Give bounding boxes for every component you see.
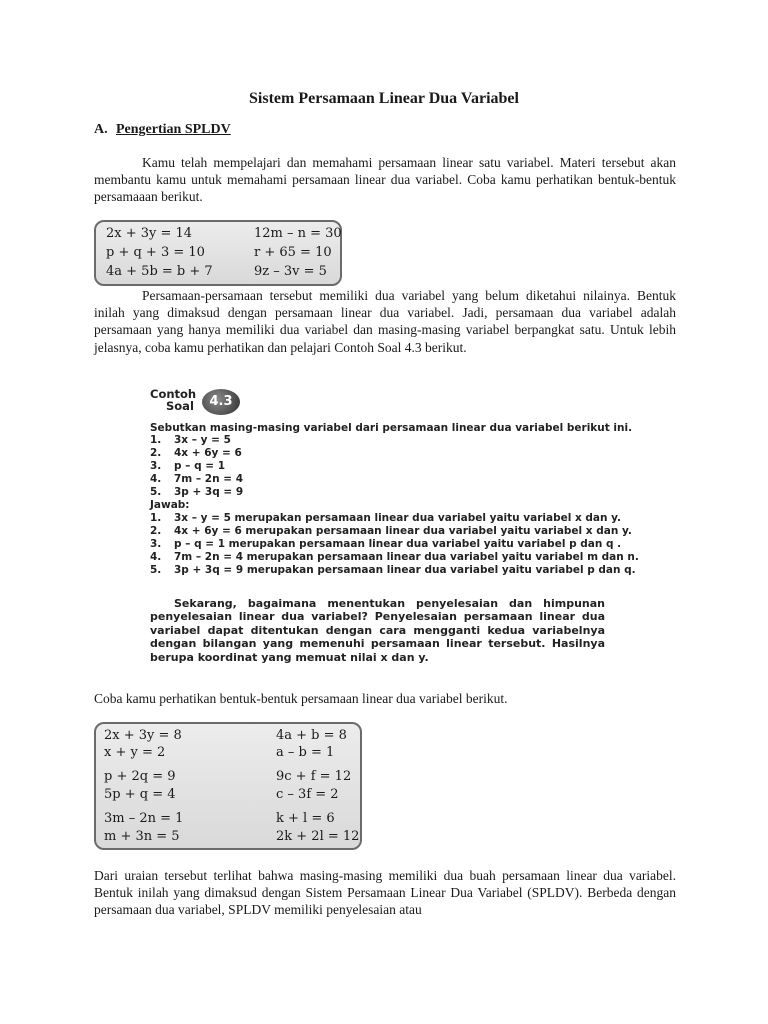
box1-right-2: r + 65 = 10 (254, 245, 332, 260)
page-title: Sistem Persamaan Linear Dua Variabel (249, 90, 519, 107)
item-number: 4. (150, 473, 162, 485)
answer-text: 3x – y = 5 merupakan persamaan linear dua variabel yaitu variabel x dan y. (174, 512, 621, 524)
example-item (150, 460, 225, 472)
section-number: A. (94, 122, 108, 137)
answer-item (150, 512, 621, 524)
example-number-badge: 4.3 (202, 389, 240, 415)
box2-left-4: 5p + q = 4 (104, 787, 176, 802)
answer-item (150, 525, 632, 537)
item-number: 3. (150, 460, 162, 472)
box1-left-3: 4a + 5b = b + 7 (106, 264, 213, 279)
answer-text: 7m – 2n = 4 merupakan persamaan linear dua variabel yaitu variabel m dan n. (174, 551, 639, 563)
answer-number: 5. (150, 564, 162, 576)
example-block (148, 382, 639, 672)
box2-left-3: p + 2q = 9 (104, 769, 176, 784)
box2-right-5: k + l = 6 (276, 811, 335, 826)
example-item (150, 447, 242, 459)
box1-left-2: p + q + 3 = 10 (106, 245, 205, 260)
box2-left-2: x + y = 2 (104, 745, 166, 760)
box2-right-6: 2k + 2l = 12 (276, 829, 360, 844)
section-heading (94, 122, 231, 138)
box2-right-3: 9c + f = 12 (276, 769, 352, 784)
answer-number: 3. (150, 538, 162, 550)
paragraph-lead-in: Coba kamu perhatikan bentuk-bentuk persamaan linear dua variabel berikut. (94, 691, 508, 706)
item-text: 3p + 3q = 9 (174, 486, 244, 498)
answer-number: 2. (150, 525, 162, 537)
section-label: Pengertian SPLDV (116, 122, 231, 137)
equation-box-2 (94, 722, 362, 850)
box2-left-5: 3m – 2n = 1 (104, 811, 184, 826)
answer-number: 4. (150, 551, 162, 563)
example-word-soal: Soal (166, 399, 194, 413)
box2-right-1: 4a + b = 8 (276, 728, 347, 743)
equation-box-1 (94, 220, 342, 286)
example-item (150, 434, 231, 446)
item-number: 2. (150, 447, 162, 459)
example-item (150, 486, 243, 498)
example-question: Sebutkan masing-masing variabel dari persamaan linear dua variabel berikut ini. (150, 422, 633, 434)
answer-item (150, 538, 621, 550)
paragraph-intro: Kamu telah mempelajari dan memahami persamaan linear satu variabel. Materi tersebut akan membantu kamu untuk memahami persamaan linear dua variabel. Coba kamu perhatikan bentuk-bentuk persamaaan berikut. (94, 155, 676, 205)
box2-right-4: c – 3f = 2 (276, 787, 339, 802)
item-text: 7m – 2n = 4 (174, 473, 244, 485)
paragraph-definition: Persamaan-persamaan tersebut memiliki dua variabel yang belum diketahui nilainya. Bentuk inilah yang dimaksud dengan persamaan linear dua variabel. Jadi, persamaan dua variabel adalah persamaan yang hanya memiliki dua variabel dan masing-masing variabel berpangkat satu. Untuk lebih jelasnya, coba kamu perhatikan dan pelajari Contoh Soal 4.3 berikut. (94, 288, 676, 355)
answer-text: 3p + 3q = 9 merupakan persamaan linear dua variabel yaitu variabel p dan q. (174, 564, 636, 576)
paragraph-spldv: Dari uraian tersebut terlihat bahwa masing-masing memiliki dua buah persamaan linear dua variabel. Bentuk inilah yang dimaksud dengan Sistem Persamaan Linear Dua Variabel (SPLDV). Berbeda dengan persamaan dua variabel, SPLDV memiliki penyelesaian atau (94, 868, 676, 918)
item-number: 5. (150, 486, 162, 498)
example-word-contoh: Contoh (150, 387, 197, 401)
answer-text: 4x + 6y = 6 merupakan persamaan linear dua variabel yaitu variabel x dan y. (174, 525, 632, 537)
answer-text: p – q = 1 merupakan persamaan linear dua variabel yaitu variabel p dan q . (174, 538, 622, 550)
box1-right-3: 9z – 3v = 5 (254, 264, 327, 279)
box1-left-1: 2x + 3y = 14 (106, 226, 193, 241)
answer-number: 1. (150, 512, 162, 524)
example-closing-paragraph: Sekarang, bagaimana menentukan penyelesaian dan himpunan penyelesaian linear dua variabel? Penyelesaian persamaan linear dua variabel dapat ditentukan dengan cara mengganti kedua variabelnya dengan bilangan yang memenuhi persamaan linear tersebut. Hasilnya berupa koordinat yang memuat nilai x dan y. (150, 597, 605, 664)
box2-left-1: 2x + 3y = 8 (104, 728, 182, 743)
item-text: 4x + 6y = 6 (174, 447, 242, 459)
item-text: p – q = 1 (174, 460, 226, 472)
box2-left-6: m + 3n = 5 (104, 829, 180, 844)
box1-right-1: 12m – n = 30 (254, 226, 342, 241)
item-text: 3x – y = 5 (174, 434, 231, 446)
answer-item (150, 564, 636, 576)
example-header (150, 382, 250, 418)
example-item (150, 473, 243, 485)
answer-label: Jawab: (150, 499, 190, 511)
box2-right-2: a – b = 1 (276, 745, 335, 760)
item-number: 1. (150, 434, 162, 446)
answer-item (150, 551, 639, 563)
